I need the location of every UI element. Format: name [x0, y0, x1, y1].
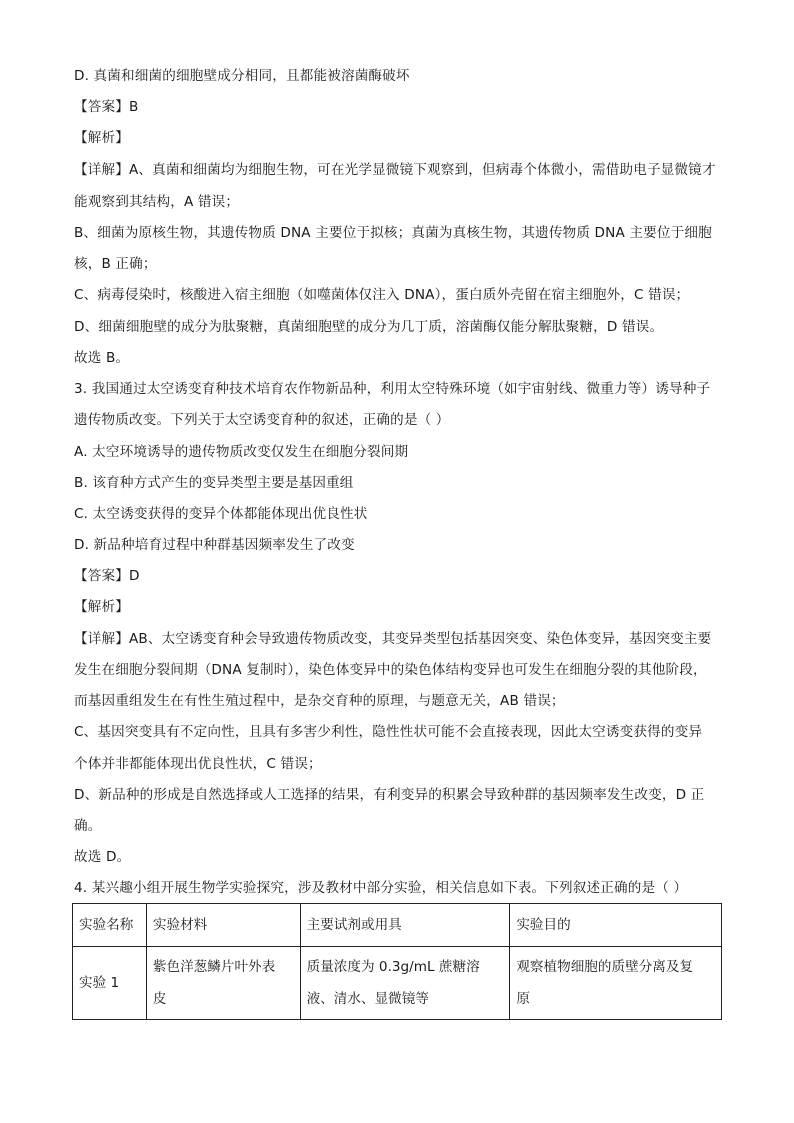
detail-line: 而基因重组发生在有性生殖过程中，是杂交育种的原理，与题意无关，AB 错误；: [74, 693, 565, 709]
detail-line: C、病毒侵染时，核酸进入宿主细胞（如噬菌体仅注入 DNA），蛋白质外壳留在宿主细胞外，C 错误；: [74, 287, 690, 303]
header-experiment-material: 实验材料: [146, 904, 300, 947]
cell-text-line: 皮: [152, 991, 167, 1007]
header-experiment-name: 实验名称: [73, 904, 147, 947]
conclusion-q2: 故选 B。: [74, 350, 130, 366]
cell-reagent-tools: [300, 947, 510, 1020]
answer-label-q3: 【答案】D: [74, 568, 140, 584]
answer-label-q2: 【答案】B: [74, 99, 139, 115]
conclusion-q3: 故选 D。: [74, 849, 131, 865]
detail-line: 确。: [74, 818, 102, 834]
table-row: [73, 947, 722, 1020]
cell-experiment-material: [146, 947, 300, 1020]
header-experiment-purpose: 实验目的: [510, 904, 722, 947]
detail-line: B、细菌为原核生物，其遗传物质 DNA 主要位于拟核；真菌为真核生物，其遗传物质 DNA 主要位于细胞: [74, 225, 712, 241]
question-4-stem: 4. 某兴趣小组开展生物学实验探究，涉及教材中部分实验，相关信息如下表。下列叙述正确的是（ ）: [74, 880, 688, 896]
option-b-q3: B. 该育种方式产生的变异类型主要是基因重组: [74, 475, 354, 491]
cell-experiment-name: 实验 1: [73, 947, 147, 1020]
option-a-q3: A. 太空环境诱导的遗传物质改变仅发生在细胞分裂间期: [74, 444, 409, 460]
cell-text-line: 原: [516, 991, 530, 1007]
detail-line: C、基因突变具有不定向性，且具有多害少利性，隐性性状可能不会直接表现，因此太空诱变获得的变异: [74, 724, 703, 740]
analysis-label-q3: 【解析】: [74, 599, 129, 615]
header-reagent-tools: 主要试剂或用具: [300, 904, 510, 947]
detail-line: 发生在细胞分裂间期（DNA 复制时），染色体变异中的染色体结构变异也可发生在细胞分裂的其他阶段，: [74, 662, 707, 678]
cell-experiment-purpose: [510, 947, 722, 1020]
option-d-q3: D. 新品种培育过程中种群基因频率发生了改变: [74, 537, 355, 553]
question-3-stem: 遗传物质改变。下列关于太空诱变育种的叙述，正确的是（ ）: [74, 412, 450, 428]
detail-line: D、细菌细胞壁的成分为肽聚糖，真菌细胞壁的成分为几丁质，溶菌酶仅能分解肽聚糖，D 错误。: [74, 319, 664, 335]
table-header-row: [73, 904, 722, 947]
cell-text-line: 紫色洋葱鳞片叶外表: [152, 959, 276, 975]
detail-line: 【详解】AB、太空诱变育种会导致遗传物质改变，其变异类型包括基因突变、染色体变异，基因突变主要: [74, 631, 712, 647]
detail-line: D、新品种的形成是自然选择或人工选择的结果，有利变异的积累会导致种群的基因频率发生改变，D 正: [74, 787, 705, 803]
question-3-stem: 3. 我国通过太空诱变育种技术培育农作物新品种，利用太空特殊环境（如宇宙射线、微重力等）诱导种子: [74, 381, 711, 397]
option-c-q3: C. 太空诱变获得的变异个体都能体现出优良性状: [74, 506, 368, 522]
option-d-q2: D. 真菌和细菌的细胞壁成分相同，且都能被溶菌酶破坏: [74, 68, 410, 84]
cell-text-line: 液、清水、显微镜等: [306, 991, 429, 1007]
detail-line: 能观察到其结构，A 错误；: [74, 194, 240, 210]
analysis-label-q2: 【解析】: [74, 130, 129, 146]
cell-text-line: 观察植物细胞的质壁分离及复: [516, 959, 694, 975]
experiment-table: [72, 903, 722, 1020]
detail-line: 核，B 正确；: [74, 256, 157, 272]
detail-line: 【详解】A、真菌和细菌均为细胞生物，可在光学显微镜下观察到，但病毒个体微小，需借助电子显微镜才: [74, 162, 716, 178]
detail-line: 个体并非都能体现出优良性状，C 错误；: [74, 756, 322, 772]
cell-text-line: 质量浓度为 0.3g/mL 蔗糖溶: [306, 959, 480, 975]
